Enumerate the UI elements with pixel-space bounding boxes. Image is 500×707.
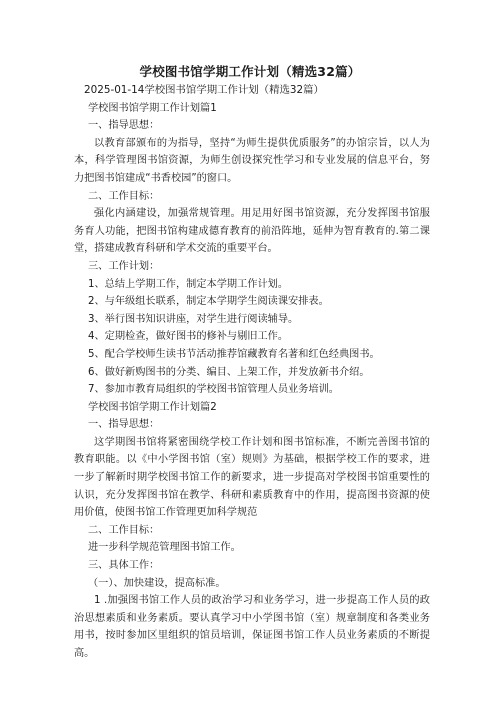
subheading-work-plan-1: 三、工作计划：	[88, 260, 160, 272]
paragraph-construction: 1 .加强图书馆工作人员的政治学习和业务学习，进一步提高工作人员的政治思想素质和业务素质。要认真学习中小学图书馆（室）规章制度和各类业务用书，按时参加区里组织的馆员培训，保证图书馆工作人员业务素质的不断提高。	[74, 595, 430, 659]
list-item: 5、配合学校师生读书节活动推荐馆藏教育名著和红色经典图书。	[88, 348, 380, 360]
subheading-guiding-thought-1: 一、指导思想：	[88, 120, 160, 132]
paragraph-work-goal-2: 进一步科学规范管理图书馆工作。	[88, 542, 241, 554]
document-body	[74, 82, 430, 663]
paragraph-guiding-thought-2: 这学期图书馆将紧密围绕学校工作计划和图书馆标准，不断完善图书馆的教育职能。以《中小学图书馆（室）规则》为基础，根据学校工作的要求，进一步了解新时期学校图书馆工作的新要求，进一步提高对学校图书馆重要性的认识，充分发挥图书馆在教学、科研和素质教育中的作用，提高图书资源的使用价值，使图书馆工作管理更加科学规范	[74, 436, 430, 519]
subheading-work-goal-1: 二、工作目标：	[88, 190, 160, 202]
list-item: 7、参加市教育局组织的学校图书馆管理人员业务培训。	[88, 384, 339, 396]
subheading-guiding-thought-2: 一、指导思想：	[88, 419, 160, 431]
list-item: 3、举行图书知识讲座，对学生进行阅读辅导。	[88, 313, 299, 325]
subheading-work-goal-2: 二、工作目标：	[88, 524, 160, 536]
document-title: 学校图书馆学期工作计划（精选32篇）	[139, 64, 361, 79]
list-item: 4、定期检查，做好图书的修补与剔旧工作。	[88, 331, 289, 343]
list-item: 2、与年级组长联系，制定本学期学生阅读课安排表。	[88, 296, 329, 308]
list-item: 6、做好新购图书的分类、编目、上架工作，并发放新书介绍。	[88, 366, 370, 378]
paragraph-guiding-thought-1: 以教育部颁布的为指导，坚持“为师生提供优质服务”的办馆宗旨，以人为本，科学管理图书馆资源，为师生创设探究性学习和专业发展的信息平台，努力把图书馆建成“书香校园”的窗口。	[74, 137, 430, 184]
paragraph-work-goal-1: 强化内涵建设，加强常规管理。用足用好图书馆资源，充分发挥图书馆服务育人功能，把图书馆构建成德育教育的前沿阵地，延伸为智育教育的.第二课堂，搭建成教育科研和学术交流的重要平台。	[74, 208, 430, 255]
subheading-specific-work-2: 三、具体工作：	[88, 560, 160, 572]
date-line: 2025-01-14学校图书馆学期工作计划（精选32篇）	[84, 84, 324, 96]
subheading-construction: （一）、加快建设，提高标准。	[88, 577, 226, 589]
list-item: 1、总结上学期工作，制定本学期工作计划。	[88, 278, 289, 290]
section-heading-part2: 学校图书馆学期工作计划篇2	[88, 401, 217, 413]
section-heading-part1: 学校图书馆学期工作计划篇1	[88, 102, 217, 114]
